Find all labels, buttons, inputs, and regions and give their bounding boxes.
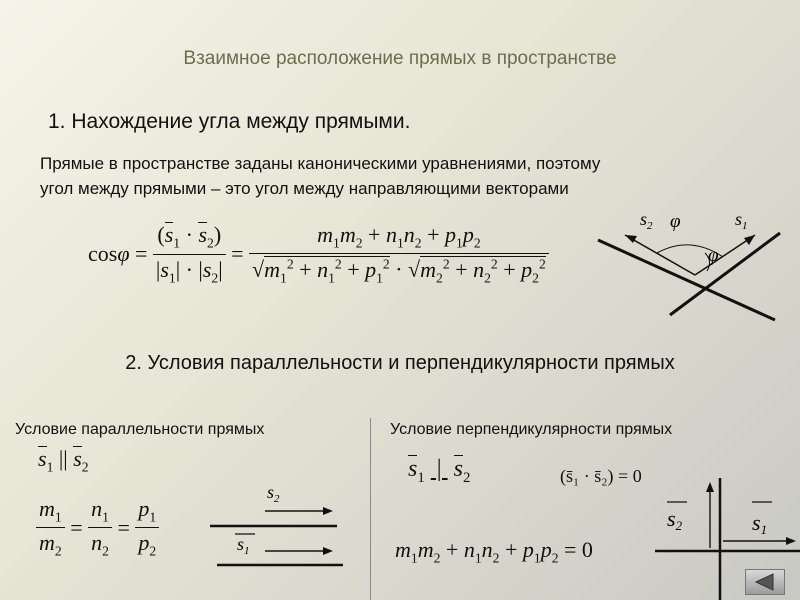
s2-arrowhead [625,235,637,243]
perp-scalar-condition: (s̄₁ · s̄₂) = 0 [560,466,642,486]
s1-vector [695,235,755,275]
perp-s2-label: s2 [667,506,683,533]
phi-label-top: φ [670,211,681,232]
paragraph-line-2: угол между прямыми – это угол между направляющими векторами [40,179,569,198]
return-icon [746,570,784,594]
perpendicular-label: Условие перпендикулярности прямых [390,421,673,438]
perp-s1-arrowhead [786,537,796,545]
angle-diagram [595,195,790,325]
parallel-label: Условие параллельности прямых [15,421,265,438]
parallel-ratio-formula: $\frac{m_1}{m_2}$ = $\frac{n_1}{n_2}$ = $\frac{p_1}{p_2}$ [36,496,159,560]
perp-s1-label: s1 [752,510,768,537]
section1-text: Нахождение угла между прямыми. [71,110,411,133]
s1-label: $s_1$ [735,209,748,232]
section2-heading: 2. Условия параллельности и перпендикулярности прямых [125,352,675,374]
parallel-s1-label: $s_1$ [237,534,250,557]
slide-title: Взаимное расположение прямых в пространстве [183,48,617,69]
paragraph-line-1: Прямые в пространстве заданы каноническими уравнениями, поэтому [40,154,601,173]
parallel-s2-label: $s_2$ [267,482,280,505]
s1-arrowhead [744,235,755,245]
section1-heading [48,110,410,134]
return-button[interactable] [745,569,785,595]
perp-coordinate-condition: $m_1m_2 + n_1n_2 + p_1p_2 = 0$ [395,537,593,566]
parallel-vector-condition: $s_1$ || $s_2$ [38,446,89,475]
perp-vector-condition: $s_1$ | $s_2$ [408,456,471,486]
parallel-s2-arrowhead [323,507,333,515]
cosine-formula: cosφ = $\frac{(s_1 \cdot s_2)}{|s_1| \cdot |s_2|}$ = $\frac{m_1m_2 + n_1n_2 + p_1p_2}{√m_1^2 + n_1^2 + p_1^2 \cdot √m_2^2 + n_2^2 + p_2^2}$ [88,222,549,286]
parallel-s1-arrowhead [323,547,333,555]
line-2 [598,240,775,320]
parallel-diagram [205,468,355,573]
section1-paragraph [40,151,780,201]
section1-number: 1. [48,110,66,133]
perp-s2-arrowhead [706,482,714,492]
vertical-divider [370,418,371,600]
phi-label-bottom: φ [708,245,719,266]
s2-label: $s_2$ [640,209,653,232]
